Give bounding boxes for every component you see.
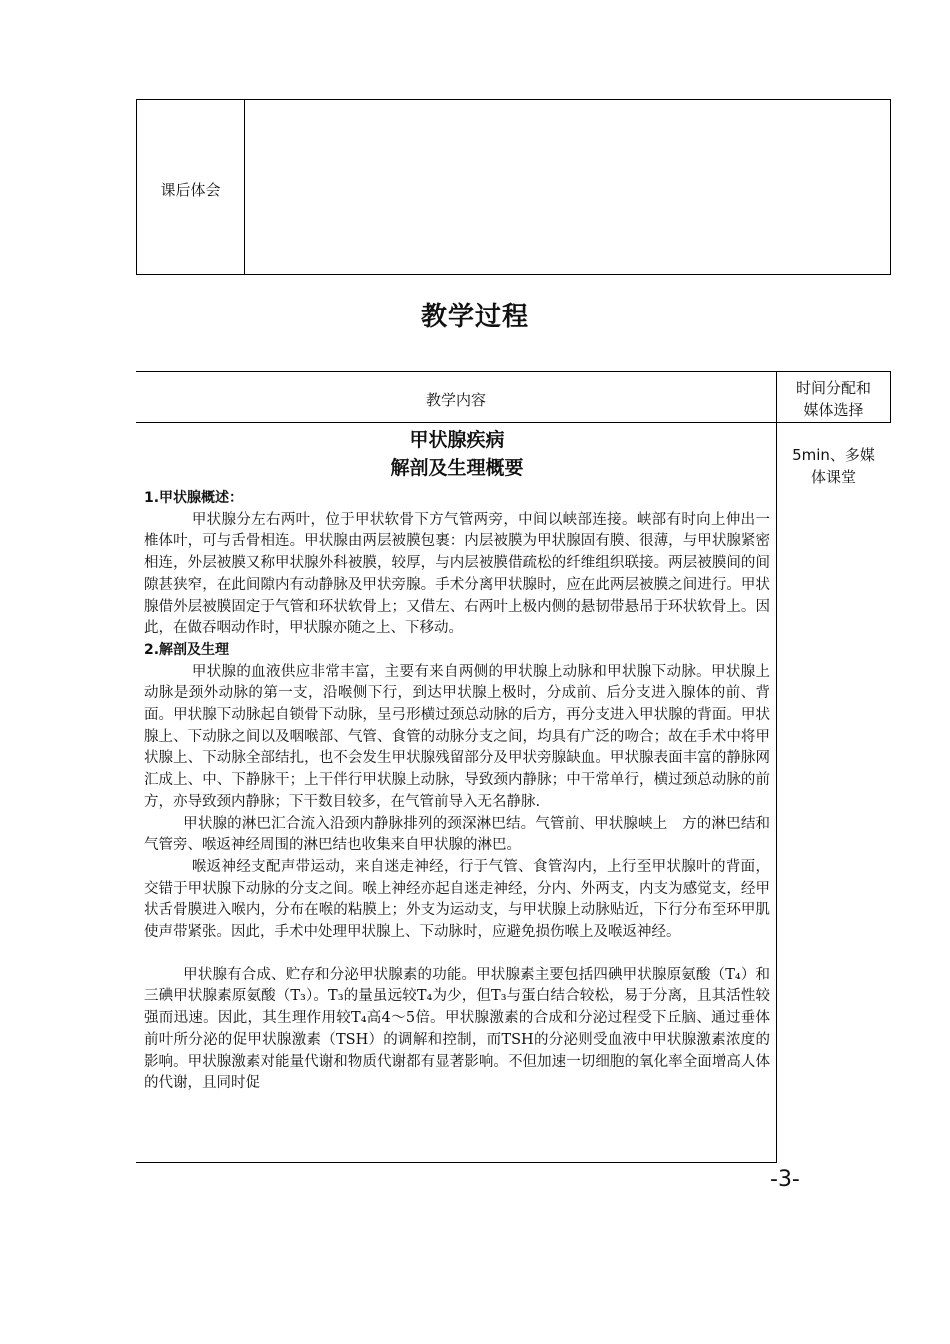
heading-anatomy: 2.解剖及生理 [144, 641, 230, 658]
paragraph-lymph: 甲状腺的淋巴汇合流入沿颈内静脉排列的颈深淋巴结。气管前、甲状腺峡上 方的淋巴结和气管旁、喉返神经周围的淋巴结也收集来自甲状腺的淋巴。 [144, 815, 770, 854]
page-number: -3- [770, 1167, 800, 1192]
heading-overview: 1.甲状腺概述： [144, 490, 244, 506]
lesson-subtitle: 解剖及生理概要 [390, 457, 524, 479]
lesson-content [144, 426, 770, 1095]
table-header-separator [136, 422, 891, 423]
paragraph-gap [144, 944, 770, 965]
time-media-cell [777, 444, 890, 488]
reflection-label: 课后体会 [160, 181, 221, 199]
header-time-line1: 时间分配和 [795, 379, 871, 397]
table-column-divider [776, 371, 777, 1163]
paragraph-blood-supply: 甲状腺的血液供应非常丰富，主要有来自两侧的甲状腺上动脉和甲状腺下动脉。甲状腺上动脉是颈外动脉的第一支，沿喉侧下行，到达甲状腺上极时，分成前、后分支进入腺体的前、背面。甲状腺下动脉起自锁骨下动脉，呈弓形横过颈总动脉的后方，再分支进入甲状腺的背面。甲状腺上、下动脉之间以及咽喉部、气管、食管的动脉分支之间，均具有广泛的吻合；故在手术中将甲状腺上、下动脉全部结扎，也不会发生甲状腺残留部分及甲状旁腺缺血。甲状腺表面丰富的静脉网汇成上、中、下静脉干；上干伴行甲状腺上动脉，导致颈内静脉；中干常单行，横过颈总动脉的前方，亦导致颈内静脉；下干数目较多，在气管前导入无名静脉. [144, 663, 770, 810]
paragraph-hormones: 甲状腺有合成、贮存和分泌甲状腺素的功能。甲状腺素主要包括四碘甲状腺原氨酸（T₄）和三碘甲状腺素原氨酸（T₃）。T₃的量虽远较T₄为少，但T₃与蛋白结合较松，易于分离，且其活性较强而迅速。因此，其生理作用较T₄高4～5倍。甲状腺激素的合成和分泌过程受下丘脑、通过垂体前叶所分泌的促甲状腺激素（TSH）的调解和控制，而TSH的分泌则受血液中甲状腺激素浓度的影响。甲状腺激素对能量代谢和物质代谢都有显著影响。不但加速一切细胞的氧化率全面增高人体的代谢，且同时促 [144, 966, 770, 1092]
paragraph-overview: 甲状腺分左右两叶，位于甲状软骨下方气管两旁，中间以峡部连接。峡部有时向上伸出一椎体叶，可与舌骨相连。甲状腺由两层被膜包裹：内层被膜为甲状腺固有膜、很薄，与甲状腺紧密相连，外层被膜又称甲状腺外科被膜，较厚，与内层被膜借疏松的纤维组织联接。两层被膜间的间隙甚狭窄，在此间隙内有动静脉及甲状旁腺。手术分离甲状腺时，应在此两层被膜之间进行。甲状腺借外层被膜固定于气管和环状软骨上；又借左、右两叶上极内侧的悬韧带悬吊于环状软骨上。因此，在做吞咽动作时，甲状腺亦随之上、下移动。 [144, 511, 770, 637]
lesson-title: 甲状腺疾病 [409, 429, 505, 451]
section-title: 教学过程 [420, 302, 529, 332]
table-border-top-right [776, 371, 891, 372]
time-media-line2: 体课堂 [810, 468, 856, 486]
header-time-column [777, 377, 890, 421]
table-border-right [890, 371, 891, 423]
paragraph-nerves: 喉返神经支配声带运动，来自迷走神经，行于气管、食管沟内，上行至甲状腺叶的背面，交错于甲状腺下动脉的分支之间。喉上神经亦起自迷走神经，分内、外两支，内支为感觉支，经甲状舌骨膜进入喉内，分布在喉的粘膜上；外支为运动支，与甲状腺上动脉贴近，下行分布至环甲肌使声带紧张。因此，手术中处理甲状腺上、下动脉时，应避免损伤喉上及喉返神经。 [144, 858, 770, 941]
header-content-column: 教学内容 [425, 391, 486, 409]
time-media-line1: 5min、多媒 [792, 446, 875, 464]
reflection-divider [244, 100, 245, 274]
header-time-line2: 媒体选择 [803, 401, 864, 419]
reflection-box [136, 99, 891, 275]
